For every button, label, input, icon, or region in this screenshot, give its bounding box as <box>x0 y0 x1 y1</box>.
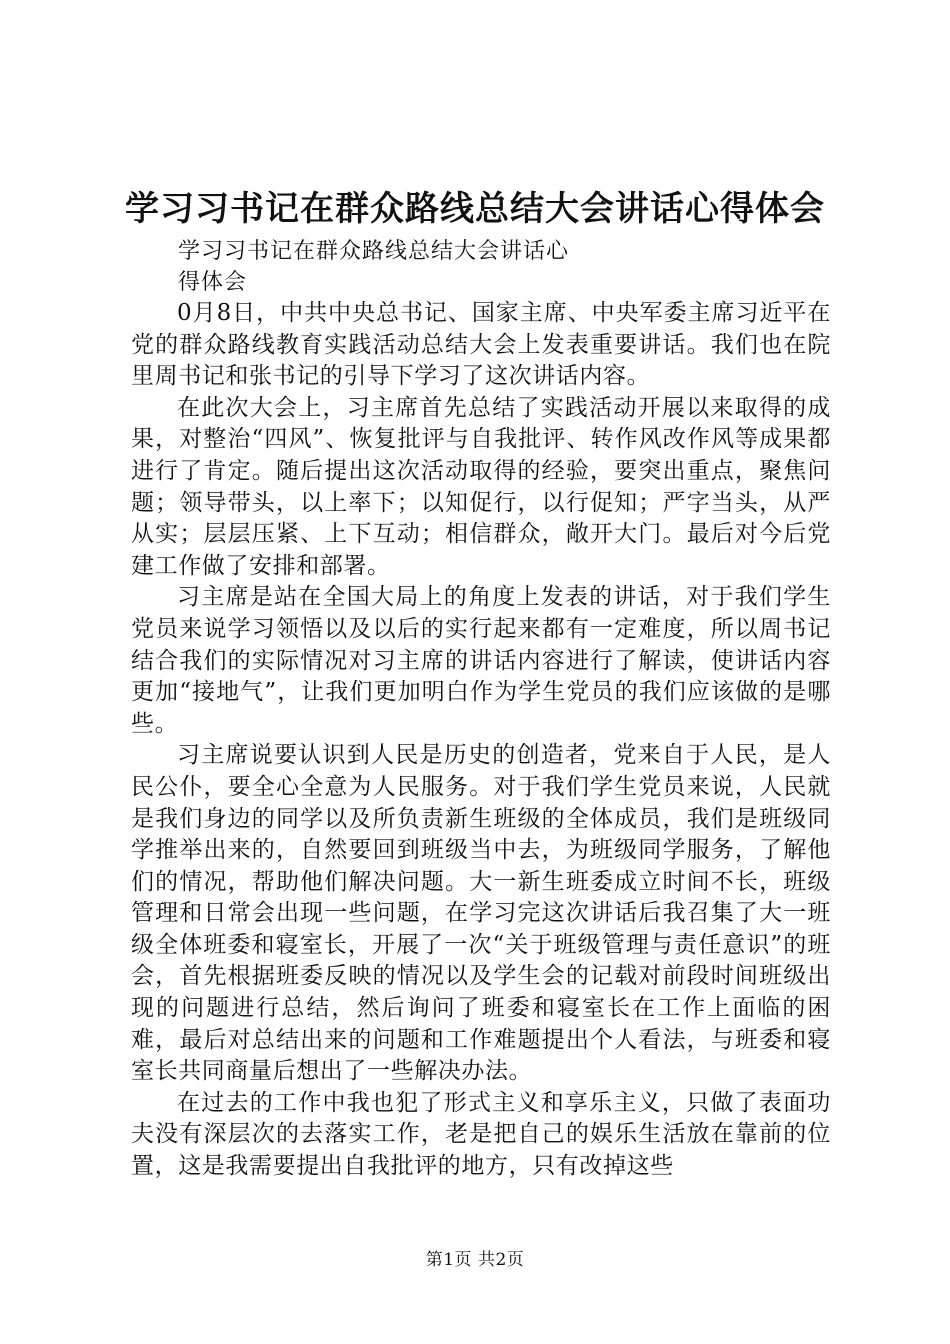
document-subtitle-line-2: 得体会 <box>178 270 248 295</box>
body-paragraph-4: 习主席说要认识到人民是历史的创造者，党来自于人民，是人民公仆，要全心全意为人民服务。对于我们学生党员来说，人民就是我们身边的同学以及所负责新生班级的全体成员，我们是班级同学推举出来的，自然要回到班级当中去，为班级同学服务，了解他们的情况，帮助他们解决问题。大一新生班委成立时间不长，班级管理和日常会出现一些问题，在学习完这次讲话后我召集了大一班级全体班委和寝室长，开展了一次“关于班级管理与责任意识”的班会，首先根据班委反映的情况以及学生会的记载对前段时间班级出现的问题进行总结，然后询问了班委和寝室长在工作上面临的困难，最后对总结出来的问题和工作难题提出个人看法，与班委和寝室长共同商量后想出了一些解决办法。 <box>131 742 831 1085</box>
document-body <box>131 298 831 1183</box>
document-title: 学习习书记在群众路线总结大会讲话心得体会 <box>125 189 825 229</box>
body-paragraph-1: 0月8日，中共中央总书记、国家主席、中央军委主席习近平在党的群众路线教育实践活动总结大会上发表重要讲话。我们也在院里周书记和张书记的引导下学习了这次讲话内容。 <box>131 300 831 390</box>
page-footer: 第1页 共2页 <box>425 1250 525 1270</box>
body-paragraph-5: 在过去的工作中我也犯了形式主义和享乐主义，只做了表面功夫没有深层次的去落实工作，老是把自己的娱乐生活放在靠前的位置，这是我需要提出自我批评的地方，只有改掉这些 <box>131 1089 831 1180</box>
body-paragraph-3: 习主席是站在全国大局上的角度上发表的讲话，对于我们学生党员来说学习领悟以及以后的实行起来都有一定难度，所以周书记结合我们的实际情况对习主席的讲话内容进行了解读，使讲话内容更加“接地气”，让我们更加明白作为学生党员的我们应该做的是哪些。 <box>131 584 831 737</box>
document-subtitle-line-1: 学习习书记在群众路线总结大会讲话心 <box>178 239 570 264</box>
body-paragraph-2: 在此次大会上，习主席首先总结了实践活动开展以来取得的成果，对整治“四风”、恢复批评与自我批评、转作风改作风等成果都进行了肯定。随后提出这次活动取得的经验，要突出重点，聚焦问题；领导带头，以上率下；以知促行，以行促知；严字当头，从严从实；层层压紧、上下互动；相信群众，敞开大门。最后对今后党建工作做了安排和部署。 <box>131 394 831 579</box>
